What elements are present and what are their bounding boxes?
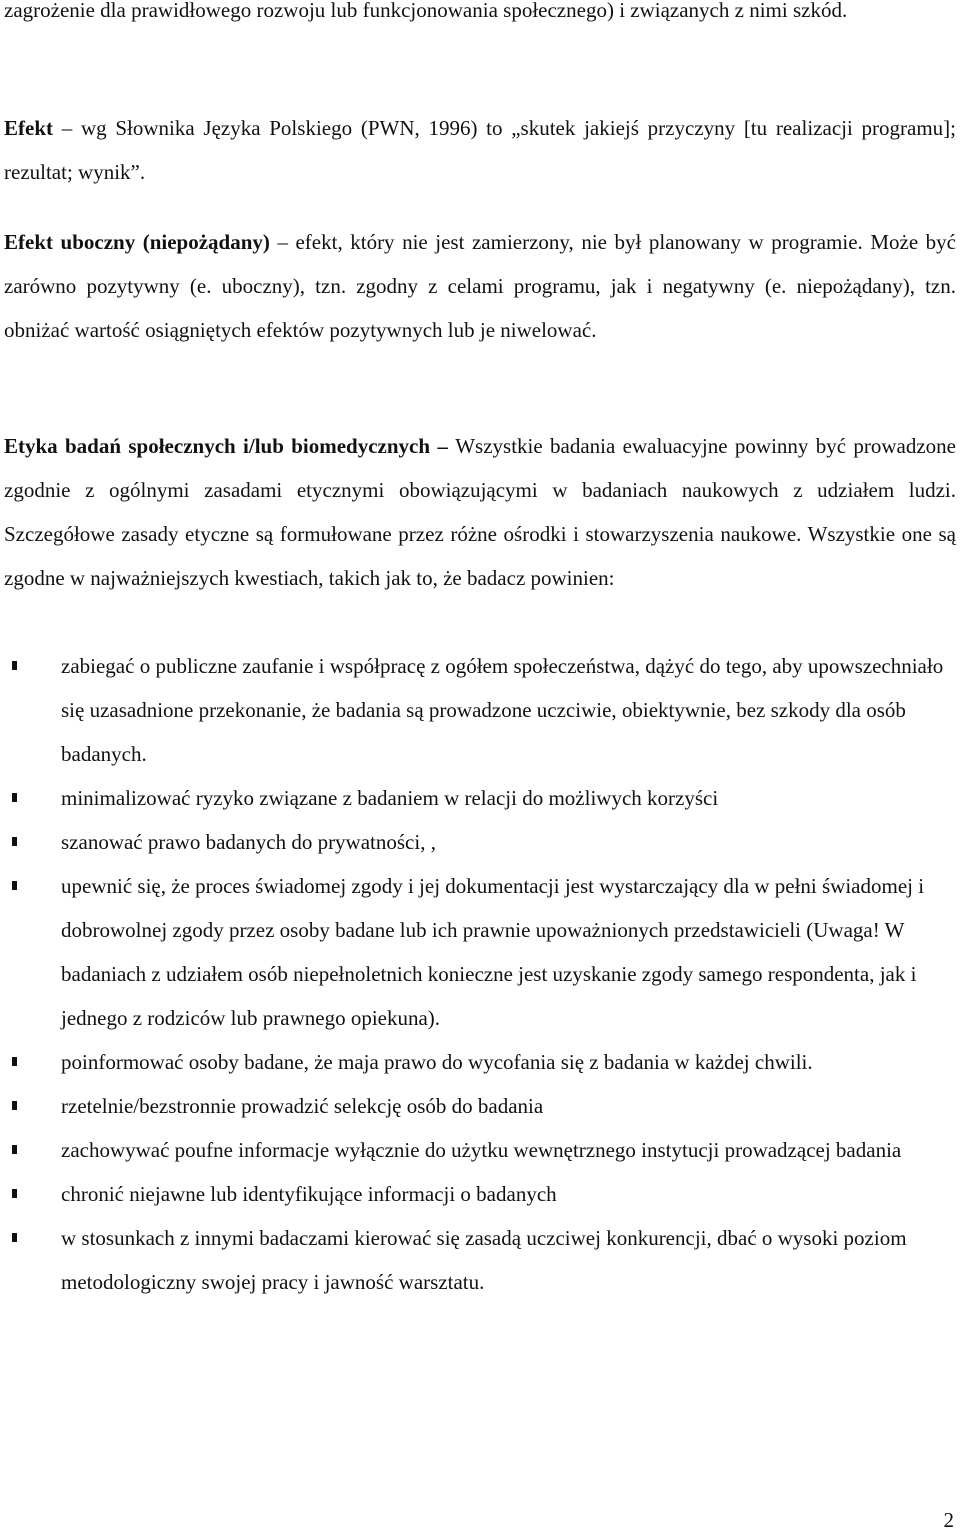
list-item-text: poinformować osoby badane, że maja prawo do wycofania się z badania w każdej chwili. <box>61 1050 813 1074</box>
square-bullet-icon <box>12 1057 17 1066</box>
square-bullet-icon <box>12 881 17 890</box>
list-item-text: zabiegać o publiczne zaufanie i współpracę z ogółem społeczeństwa, dążyć do tego, aby upowszechniało się uzasadnione przekonanie, że badania są prowadzone uczciwie, obiektywnie, bez szkody dla osób badanych. <box>61 654 944 766</box>
ethics-principles-list <box>0 644 960 1304</box>
definition-text: Wszystkie badania ewaluacyjne powinny być prowadzone zgodnie z ogólnymi zasadami etycznymi obowiązującymi w badaniach naukowych z udziałem ludzi. Szczegółowe zasady etyczne są formułowane przez różne ośrodki i stowarzyszenia naukowe. Wszystkie one są zgodne w najważniejszych kwestiach, takich jak to, że badacz powinien: <box>4 434 956 590</box>
definition-dash: – <box>53 116 81 140</box>
term-efekt-uboczny: Efekt uboczny (niepożądany) <box>4 230 270 254</box>
list-item <box>0 1040 960 1084</box>
definition-text: efekt, który nie jest zamierzony, nie był planowany w programie. Może być zarówno pozytywny (e. uboczny), tzn. zgodny z celami programu, jak i negatywny (e. niepożądany), tzn. obniżać wartość osiągniętych efektów pozytywnych lub je niwelować. <box>4 230 956 342</box>
square-bullet-icon <box>12 661 17 670</box>
definition-etyka <box>4 424 956 600</box>
list-item-text: upewnić się, że proces świadomej zgody i jej dokumentacji jest wystarczający dla w pełni świadomej i dobrowolnej zgody przez osoby badane lub ich prawnie upoważnionych przedstawicieli (Uwaga! W badaniach z udziałem osób niepełnoletnich konieczne jest uzyskanie zgody samego respondenta, jak i jednego z rodziców lub prawnego opiekuna). <box>61 874 925 1030</box>
definition-text: wg Słownika Języka Polskiego (PWN, 1996) to „skutek jakiejś przyczyny [tu realizacji programu]; rezultat; wynik”. <box>4 116 956 184</box>
list-item <box>0 864 960 1040</box>
page-number: 2 <box>943 1508 954 1532</box>
list-item-text: minimalizować ryzyko związane z badaniem w relacji do możliwych korzyści <box>61 786 719 810</box>
list-item <box>0 1172 960 1216</box>
square-bullet-icon <box>12 793 17 802</box>
square-bullet-icon <box>12 1189 17 1198</box>
list-item <box>0 1084 960 1128</box>
list-item-text: rzetelnie/bezstronnie prowadzić selekcję osób do badania <box>61 1094 544 1118</box>
list-item-text: szanować prawo badanych do prywatności, , <box>61 830 436 854</box>
square-bullet-icon <box>12 837 17 846</box>
definition-dash: – <box>430 434 456 458</box>
definition-efekt <box>4 106 956 194</box>
term-etyka: Etyka badań społecznych i/lub biomedycznych <box>4 434 431 458</box>
square-bullet-icon <box>12 1101 17 1110</box>
square-bullet-icon <box>12 1233 17 1242</box>
term-efekt: Efekt <box>4 116 53 140</box>
list-item <box>0 820 960 864</box>
list-item <box>0 644 960 776</box>
list-item <box>0 1128 960 1172</box>
list-item-text: zachowywać poufne informacje wyłącznie do użytku wewnętrznego instytucji prowadzącej badania <box>61 1138 902 1162</box>
continuation-paragraph: zagrożenie dla prawidłowego rozwoju lub funkcjonowania społecznego) i związanych z nimi szkód. <box>4 0 848 22</box>
list-item <box>0 776 960 820</box>
list-item-text: w stosunkach z innymi badaczami kierować się zasadą uczciwej konkurencji, dbać o wysoki poziom metodologiczny swojej pracy i jawność warsztatu. <box>61 1226 907 1294</box>
list-item <box>0 1216 960 1304</box>
list-item-text: chronić niejawne lub identyfikujące informacji o badanych <box>61 1182 557 1206</box>
definition-efekt-uboczny <box>4 220 956 352</box>
definition-dash: – <box>269 230 296 254</box>
square-bullet-icon <box>12 1145 17 1154</box>
